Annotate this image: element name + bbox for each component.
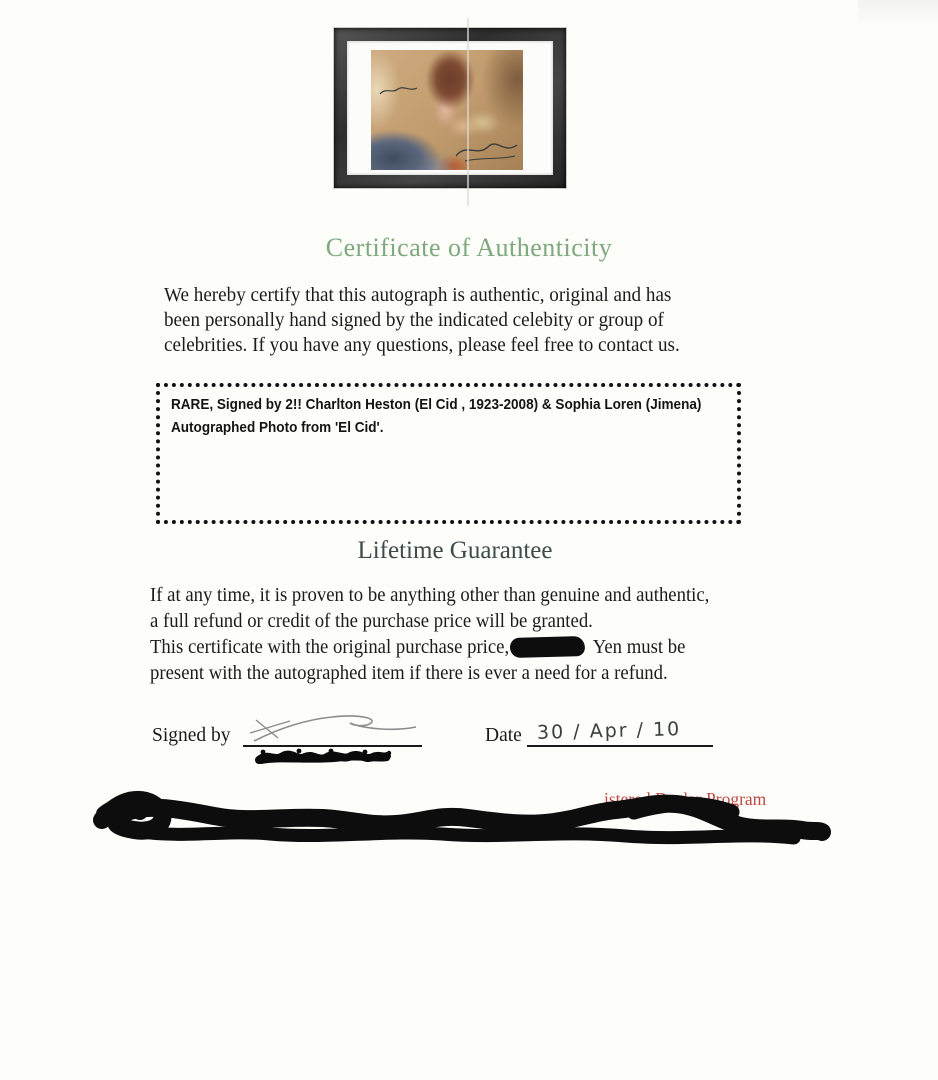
item-description-line: Autographed Photo from 'El Cid'.: [171, 420, 384, 436]
guarantee-title: Lifetime Guarantee: [357, 537, 553, 564]
scan-artifact-line: [467, 18, 469, 206]
handwritten-signature: [244, 711, 422, 745]
photo-mat: [347, 41, 553, 175]
guarantee-paragraph: [150, 583, 733, 687]
date-line: [527, 745, 713, 747]
signed-by-label: Signed by: [152, 725, 231, 746]
intro-paragraph: [164, 283, 690, 358]
handwritten-date: 30 / Apr / 10: [536, 718, 682, 744]
item-description-box: [156, 383, 741, 524]
redaction-signer-name: [253, 747, 393, 769]
intro-line: celebrities. If you have any questions, please feel free to contact us.: [164, 335, 680, 356]
item-description-line: RARE, Signed by 2!! Charlton Heston (El Cid , 1923-2008) & Sophia Loren (Jimena): [171, 397, 702, 413]
guarantee-line: [150, 635, 709, 661]
certificate-title: Certificate of Authenticity: [325, 233, 613, 262]
intro-line: been personally hand signed by the indicated celebity or group of: [164, 310, 664, 331]
date-label: Date: [485, 725, 522, 746]
guarantee-line: If at any time, it is proven to be anything other than genuine and authentic,: [150, 585, 710, 606]
redaction-footer-scribble: [86, 784, 834, 846]
guarantee-line: present with the autographed item if there is ever a need for a refund.: [150, 663, 668, 684]
guarantee-line-text: This certificate with the original purchase price,: [150, 637, 510, 658]
redaction-price-marker: [510, 636, 585, 658]
scan-artifact-corner: [858, 0, 938, 26]
autographed-photo: [371, 50, 523, 170]
intro-line: We hereby certify that this autograph is authentic, original and has: [164, 285, 672, 306]
photo-autograph-bottom-right-icon: [451, 136, 521, 166]
dealer-program-text-fragment: istered Dealer Program: [604, 789, 767, 809]
guarantee-line-text: Yen must be: [592, 637, 686, 658]
guarantee-line: a full refund or credit of the purchase price will be granted.: [150, 611, 593, 632]
framed-photo: [334, 28, 566, 188]
photo-autograph-top-left-icon: [377, 82, 421, 100]
